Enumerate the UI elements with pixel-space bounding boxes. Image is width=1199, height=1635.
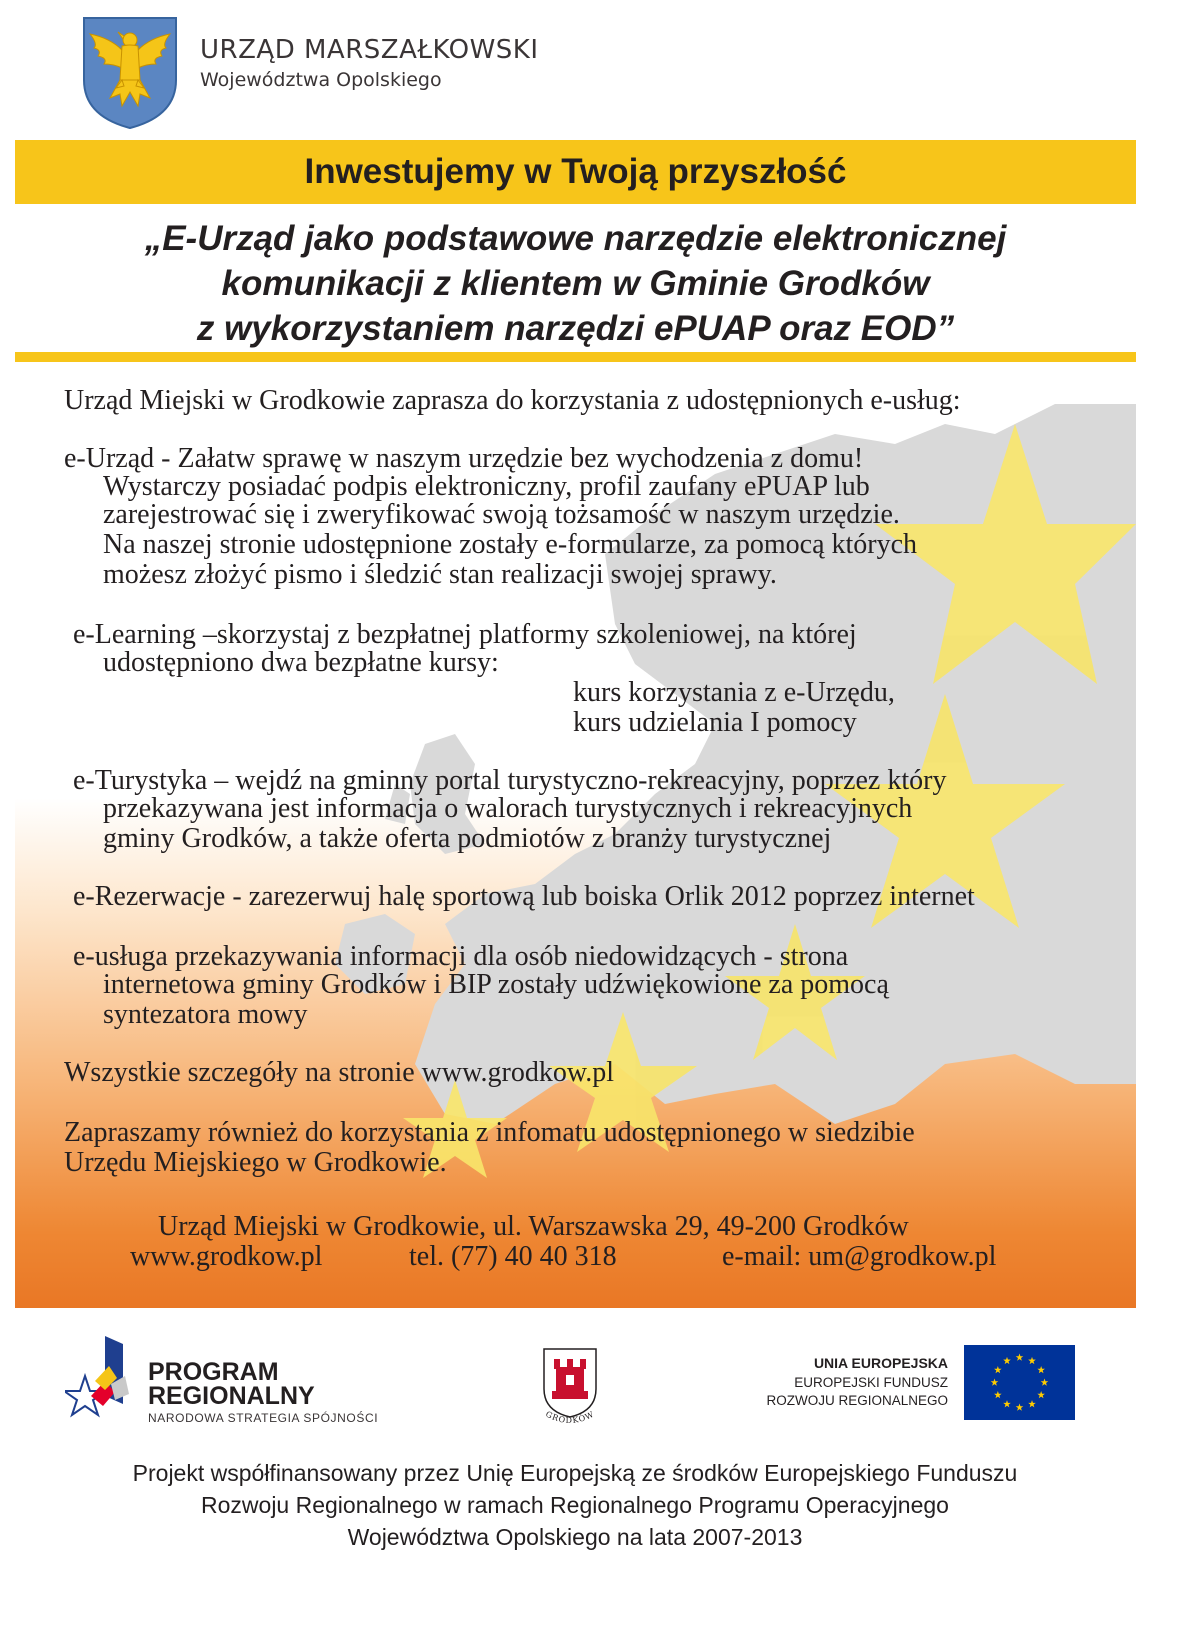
eurzad-text: e-Urząd - Załatw sprawę w naszym urzędzie bez wychodzenia z domu!: [64, 443, 864, 474]
erezerwacje-text: e-Rezerwacje - zarezerwuj halę sportową lub boiska Orlik 2012 poprzez internet: [73, 881, 975, 912]
funding-note: Projekt współfinansowany przez Unię Europejską ze środków Europejskiego Funduszu: [132, 1460, 1018, 1486]
eusluga-text: syntezatora mowy: [103, 999, 308, 1030]
program-subtitle: NARODOWA STRATEGIA SPÓJNOŚCI: [148, 1411, 379, 1425]
eturystyka-text: przekazywana jest informacja o walorach turystycznych i rekreacyjnych: [103, 793, 913, 824]
eurzad-text: możesz złożyć pismo i śledzić stan realizacji swojej sprawy.: [103, 559, 777, 590]
eusluga-text: e-usługa przekazywania informacji dla osób niedowidzących - strona: [73, 941, 849, 972]
eurzad-text: Wystarczy posiadać podpis elektroniczny, profil zaufany ePUAP lub: [103, 471, 870, 502]
grodkow-logo-text: GRODKÓW: [544, 1409, 596, 1426]
title-divider: [15, 352, 1136, 362]
program-name: PROGRAM: [148, 1358, 279, 1386]
project-title-line: „E-Urząd jako podstawowe narzędzie elektronicznej: [144, 219, 1007, 258]
org-subtitle: Województwa Opolskiego: [200, 69, 442, 91]
program-name: REGIONALNY: [148, 1382, 315, 1410]
intro-text: Urząd Miejski w Grodkowie zaprasza do korzystania z udostępnionych e-usług:: [64, 385, 961, 416]
infomat-text: Zapraszamy również do korzystania z infomatu udostępnionego w siedzibie: [64, 1117, 915, 1148]
eusluga-text: internetowa gminy Grodków i BIP zostały udźwiękowione za pomocą: [103, 969, 889, 1000]
course-item: kurs korzystania z e-Urzędu,: [573, 677, 895, 708]
project-title-line: komunikacji z klientem w Gminie Grodków: [221, 264, 930, 303]
opole-eagle-crest: [80, 14, 180, 130]
project-title-line: z wykorzystaniem narzędzi ePUAP oraz EOD”: [196, 309, 955, 348]
funding-note: Województwa Opolskiego na lata 2007-2013: [347, 1524, 803, 1550]
eu-fund-label: ROZWOJU REGIONALNEGO: [766, 1393, 948, 1408]
eturystyka-text: e-Turystyka – wejdź na gminny portal turystyczno-rekreacyjny, poprzez który: [73, 765, 947, 796]
content-panel: [15, 364, 1136, 1308]
slogan: Inwestujemy w Twoją przyszłość: [304, 152, 847, 191]
program-regionalny-logo: [65, 1336, 145, 1431]
contact-email: e-mail: um@grodkow.pl: [722, 1241, 997, 1272]
eu-flag-icon: [964, 1345, 1075, 1420]
org-name: URZĄD MARSZAŁKOWSKI: [200, 35, 539, 65]
details-text: Wszystkie szczegóły na stronie www.grodkow.pl: [64, 1057, 615, 1088]
eturystyka-text: gminy Grodków, a także oferta podmiotów z branży turystycznej: [103, 823, 832, 854]
contact-phone: tel. (77) 40 40 318: [409, 1241, 617, 1272]
eurzad-text: zarejestrować się i zweryfikować swoją tożsamość w naszym urzędzie.: [103, 499, 900, 530]
infomat-text: Urzędu Miejskiego w Grodkowie.: [64, 1147, 447, 1178]
address-text: Urząd Miejski w Grodkowie, ul. Warszawska 29, 49-200 Grodków: [158, 1211, 909, 1242]
course-item: kurs udzielania I pomocy: [573, 707, 857, 738]
elearning-text: udostępniono dwa bezpłatne kursy:: [103, 647, 499, 678]
grodkow-coat-of-arms: [530, 1345, 610, 1430]
funding-note: Rozwoju Regionalnego w ramach Regionalnego Programu Operacyjnego: [201, 1492, 949, 1518]
eu-label: UNIA EUROPEJSKA: [813, 1355, 948, 1371]
eu-fund-label: EUROPEJSKI FUNDUSZ: [794, 1375, 948, 1390]
eurzad-text: Na naszej stronie udostępnione zostały e-formularze, za pomocą których: [103, 529, 918, 560]
contact-www: www.grodkow.pl: [130, 1241, 323, 1272]
elearning-text: e-Learning –skorzystaj z bezpłatnej platformy szkoleniowej, na której: [73, 619, 857, 650]
project-title: [15, 216, 1136, 351]
